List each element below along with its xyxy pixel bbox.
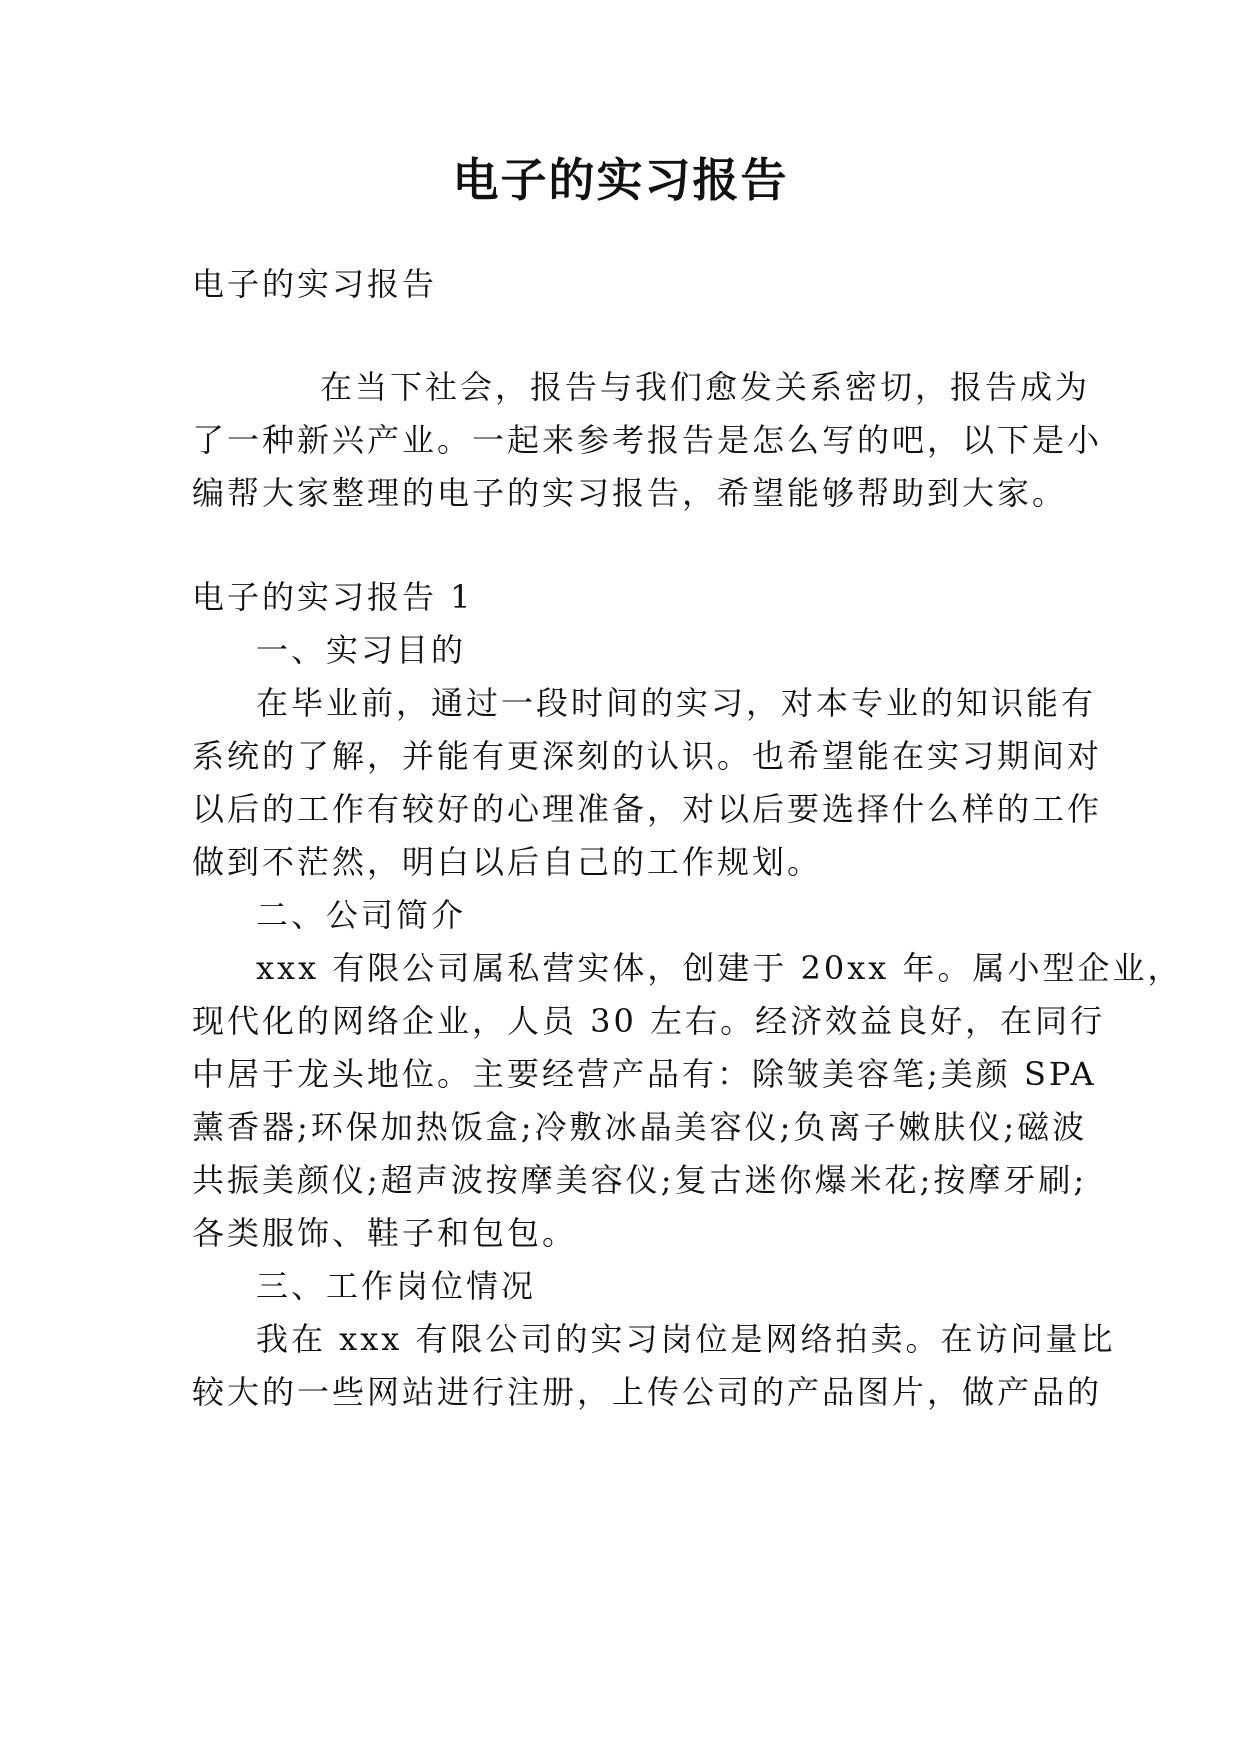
- section2-line-1: xxx 有限公司属私营实体，创建于 20xx 年。属小型企业，: [256, 949, 1183, 987]
- document-subtitle: 电子的实习报告: [192, 265, 438, 303]
- section2-line-4: 薰香器;环保加热饭盒;冷敷冰晶美容仪;负离子嫩肤仪;磁波: [192, 1108, 1088, 1146]
- section2-line-5: 共振美颜仪;超声波按摩美容仪;复古迷你爆米花;按摩牙刷;: [192, 1161, 1088, 1199]
- section2-line-3: 中居于龙头地位。主要经营产品有：除皱美容笔;美颜 SPA: [192, 1055, 1097, 1093]
- section-heading-company: 二、公司简介: [256, 896, 467, 934]
- intro-line-2: 了一种新兴产业。一起来参考报告是怎么写的吧，以下是小: [192, 421, 1103, 459]
- section1-line-2: 系统的了解，并能有更深刻的认识。也希望能在实习期间对: [192, 737, 1103, 775]
- document-title: 电子的实习报告: [452, 153, 789, 207]
- report-heading: 电子的实习报告 1: [192, 578, 474, 616]
- section-heading-position: 三、工作岗位情况: [256, 1267, 537, 1305]
- intro-line-3: 编帮大家整理的电子的实习报告，希望能够帮助到大家。: [192, 474, 1068, 512]
- section1-line-4: 做到不茫然，明白以后自己的工作规划。: [192, 843, 823, 881]
- section3-line-1: 我在 xxx 有限公司的实习岗位是网络拍卖。在访问量比: [256, 1320, 1116, 1358]
- section2-line-6: 各类服饰、鞋子和包包。: [192, 1214, 578, 1252]
- section1-line-3: 以后的工作有较好的心理准备，对以后要选择什么样的工作: [192, 790, 1103, 828]
- section3-line-2: 较大的一些网站进行注册，上传公司的产品图片，做产品的: [192, 1373, 1103, 1411]
- section2-line-2: 现代化的网络企业，人员 30 左右。经济效益良好，在同行: [192, 1002, 1106, 1040]
- intro-line-1: 在当下社会，报告与我们愈发关系密切，报告成为: [320, 368, 1091, 406]
- section1-line-1: 在毕业前，通过一段时间的实习，对本专业的知识能有: [256, 684, 1097, 722]
- section-heading-purpose: 一、实习目的: [256, 631, 467, 669]
